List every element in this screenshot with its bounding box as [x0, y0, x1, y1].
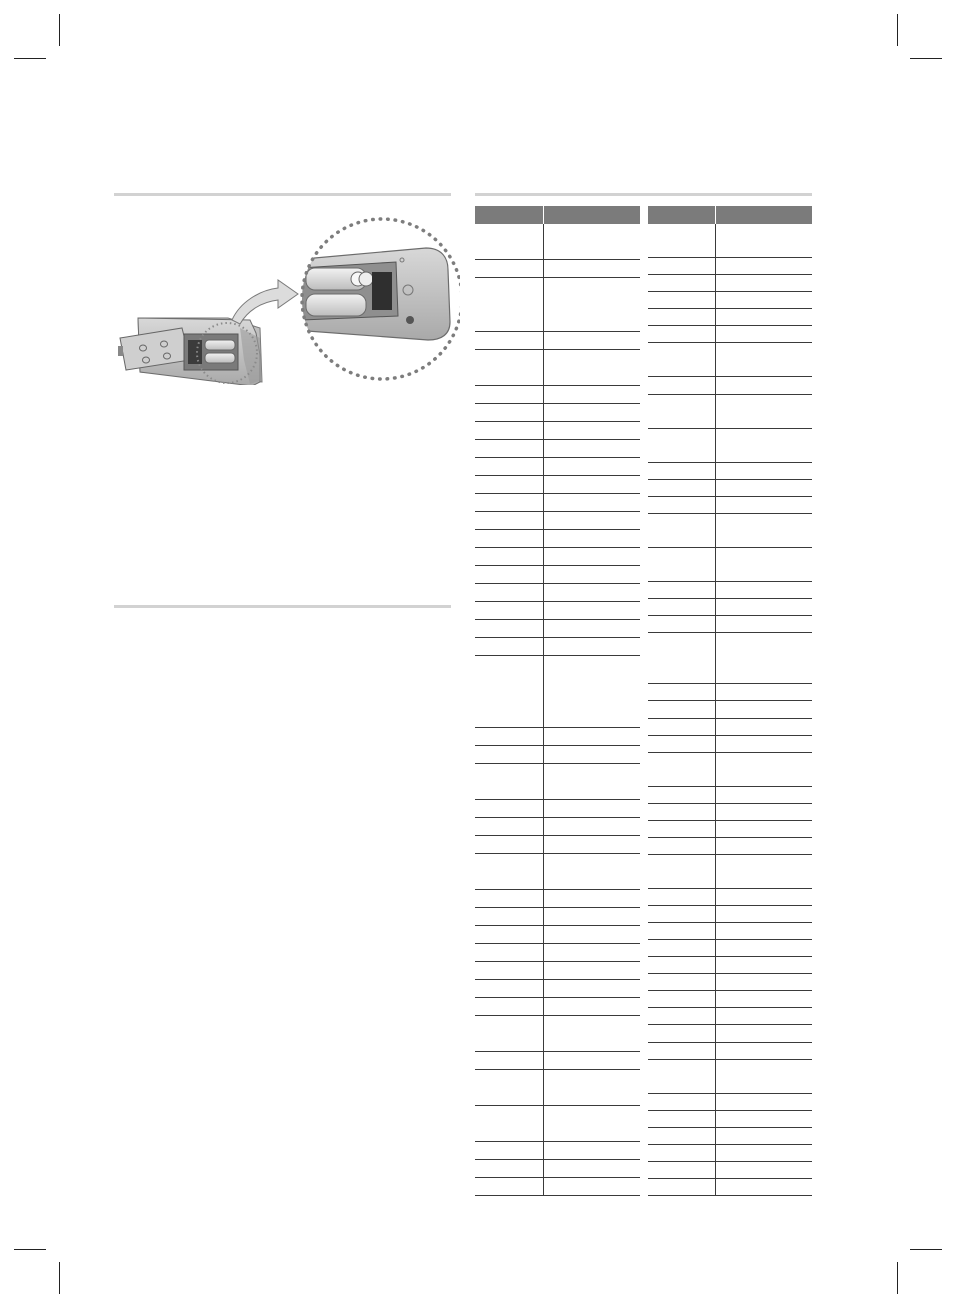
table-row [475, 1195, 640, 1196]
table-row [648, 922, 812, 923]
table-row [648, 428, 812, 429]
table-row [475, 853, 640, 854]
table-row [475, 493, 640, 494]
code-table-right-rows [648, 224, 812, 1196]
table-row [475, 745, 640, 746]
table-row [648, 257, 812, 258]
table-row [475, 529, 640, 530]
battery-installation-illustration [110, 210, 460, 385]
table-row [648, 274, 812, 275]
table-row [648, 786, 812, 787]
table-row [475, 979, 640, 980]
table-row [648, 973, 812, 974]
table-row [648, 1093, 812, 1094]
table-row [475, 277, 640, 278]
table-row [648, 1161, 812, 1162]
table-row [648, 308, 812, 309]
table-row [475, 349, 640, 350]
crop-mark-top-left-v [59, 14, 60, 46]
table-row [475, 997, 640, 998]
table-row [475, 943, 640, 944]
table-row [648, 342, 812, 343]
table-row [475, 655, 640, 656]
table-row [648, 700, 812, 701]
table-row [648, 752, 812, 753]
table-row [475, 331, 640, 332]
table-row [648, 888, 812, 889]
table-row [648, 291, 812, 292]
battery-compartment [184, 334, 238, 370]
section-rule-battery [114, 193, 451, 196]
crop-mark-bottom-left-v [59, 1262, 60, 1294]
table-row [475, 385, 640, 386]
table-row [475, 925, 640, 926]
table-row [475, 601, 640, 602]
code-table-right-header [648, 206, 812, 224]
table-column-divider [543, 224, 544, 1196]
crop-mark-bottom-right-v [897, 1262, 898, 1294]
table-row [475, 727, 640, 728]
crop-mark-bottom-left-h [14, 1249, 46, 1250]
table-row [475, 547, 640, 548]
table-row [475, 835, 640, 836]
table-row [648, 820, 812, 821]
section-rule-setting [114, 605, 451, 608]
table-row [648, 632, 812, 633]
table-row [475, 1051, 640, 1052]
table-row [648, 394, 812, 395]
table-row [648, 990, 812, 991]
table-row [475, 457, 640, 458]
table-row [648, 905, 812, 906]
table-row [475, 817, 640, 818]
table-row [475, 421, 640, 422]
table-row [648, 376, 812, 377]
table-row [475, 907, 640, 908]
table-row [475, 403, 640, 404]
table-row [475, 583, 640, 584]
table-row [648, 479, 812, 480]
table-row [475, 259, 640, 260]
code-table-left [475, 206, 640, 1196]
table-row [475, 1069, 640, 1070]
code-table-left-header [475, 206, 640, 224]
table-row [475, 511, 640, 512]
table-row [648, 1110, 812, 1111]
table-row [475, 1177, 640, 1178]
section-rule-code-table [475, 193, 812, 196]
table-row [648, 803, 812, 804]
table-row [475, 565, 640, 566]
table-row [475, 799, 640, 800]
table-row [648, 718, 812, 719]
table-row [648, 496, 812, 497]
crop-mark-top-right-h [910, 58, 942, 59]
code-table-left-rows [475, 224, 640, 1196]
remote-battery-svg [110, 210, 460, 385]
crop-mark-top-left-h [14, 58, 46, 59]
table-row [648, 1127, 812, 1128]
table-row [648, 513, 812, 514]
table-row [475, 475, 640, 476]
table-row [648, 581, 812, 582]
table-row [648, 1178, 812, 1179]
table-row [475, 439, 640, 440]
table-row [648, 615, 812, 616]
table-row [648, 598, 812, 599]
table-row [648, 735, 812, 736]
table-row [648, 837, 812, 838]
table-row [648, 956, 812, 957]
table-row [648, 1024, 812, 1025]
table-row [648, 325, 812, 326]
crop-mark-bottom-right-h [910, 1249, 942, 1250]
table-row [648, 1059, 812, 1060]
table-row [475, 1159, 640, 1160]
table-row [648, 683, 812, 684]
table-row [475, 961, 640, 962]
table-row [648, 1042, 812, 1043]
table-row [475, 1141, 640, 1142]
table-row [648, 1007, 812, 1008]
table-row [648, 939, 812, 940]
table-row [475, 1105, 640, 1106]
table-row [648, 1195, 812, 1196]
table-row [648, 1144, 812, 1145]
zoom-arrow-icon [232, 280, 298, 324]
table-row [475, 763, 640, 764]
table-row [475, 889, 640, 890]
table-row [648, 854, 812, 855]
code-table-right [648, 206, 812, 1196]
crop-mark-top-right-v [897, 14, 898, 46]
table-row [475, 619, 640, 620]
table-row [475, 1015, 640, 1016]
table-column-divider [715, 224, 716, 1196]
table-row [648, 547, 812, 548]
table-row [648, 462, 812, 463]
table-row [475, 637, 640, 638]
